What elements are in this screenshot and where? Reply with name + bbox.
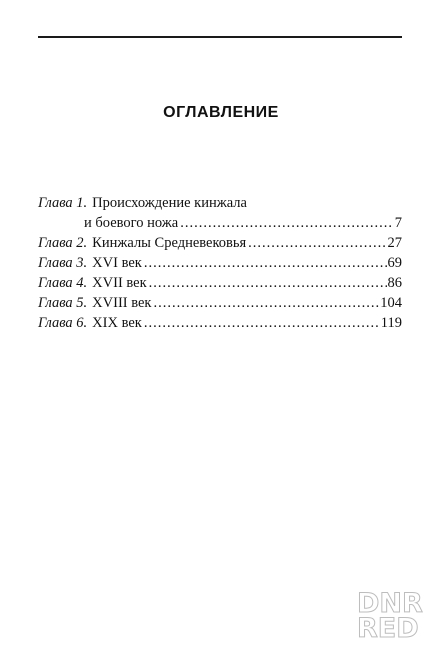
watermark-line-1: DNR xyxy=(357,588,423,619)
chapter-title-continuation: и боевого ножа xyxy=(84,214,179,231)
chapter-title: XVII век xyxy=(92,274,147,291)
page-number: 69 xyxy=(387,254,402,271)
page-number: 104 xyxy=(380,294,402,311)
chapter-number: Глава 1. xyxy=(38,195,88,211)
chapter-number: Глава 3. xyxy=(38,254,88,271)
dot-leader xyxy=(149,274,387,294)
chapter-title: XIX век xyxy=(92,314,142,331)
toc-entry-1 xyxy=(38,194,402,233)
toc-entry-5 xyxy=(38,294,402,314)
page-number: 119 xyxy=(380,314,402,331)
page-number: 86 xyxy=(387,274,402,291)
dot-leader xyxy=(144,314,380,334)
top-rule xyxy=(38,36,402,38)
table-of-contents xyxy=(38,194,402,334)
page-number: 27 xyxy=(387,234,402,251)
chapter-title: Происхождение кинжала xyxy=(92,195,247,211)
toc-entry-3 xyxy=(38,254,402,274)
chapter-title: XVI век xyxy=(92,254,142,271)
toc-entry-4 xyxy=(38,274,402,294)
dot-leader xyxy=(153,294,379,314)
chapter-number: Глава 2. xyxy=(38,234,88,251)
dot-leader xyxy=(248,234,386,254)
chapter-title: XVIII век xyxy=(92,294,152,311)
chapter-title: Кинжалы Средневековья xyxy=(92,234,247,251)
chapter-number: Глава 6. xyxy=(38,314,88,331)
watermark-line-2: RED xyxy=(357,613,419,644)
toc-entry-2 xyxy=(38,234,402,254)
dot-leader xyxy=(180,214,394,234)
page-title: ОГЛАВЛЕНИЕ xyxy=(163,104,279,121)
chapter-number: Глава 5. xyxy=(38,294,88,311)
watermark-logo xyxy=(357,588,435,644)
toc-entry-6 xyxy=(38,314,402,334)
dot-leader xyxy=(144,254,387,274)
page-number: 7 xyxy=(394,214,402,231)
chapter-number: Глава 4. xyxy=(38,274,88,291)
